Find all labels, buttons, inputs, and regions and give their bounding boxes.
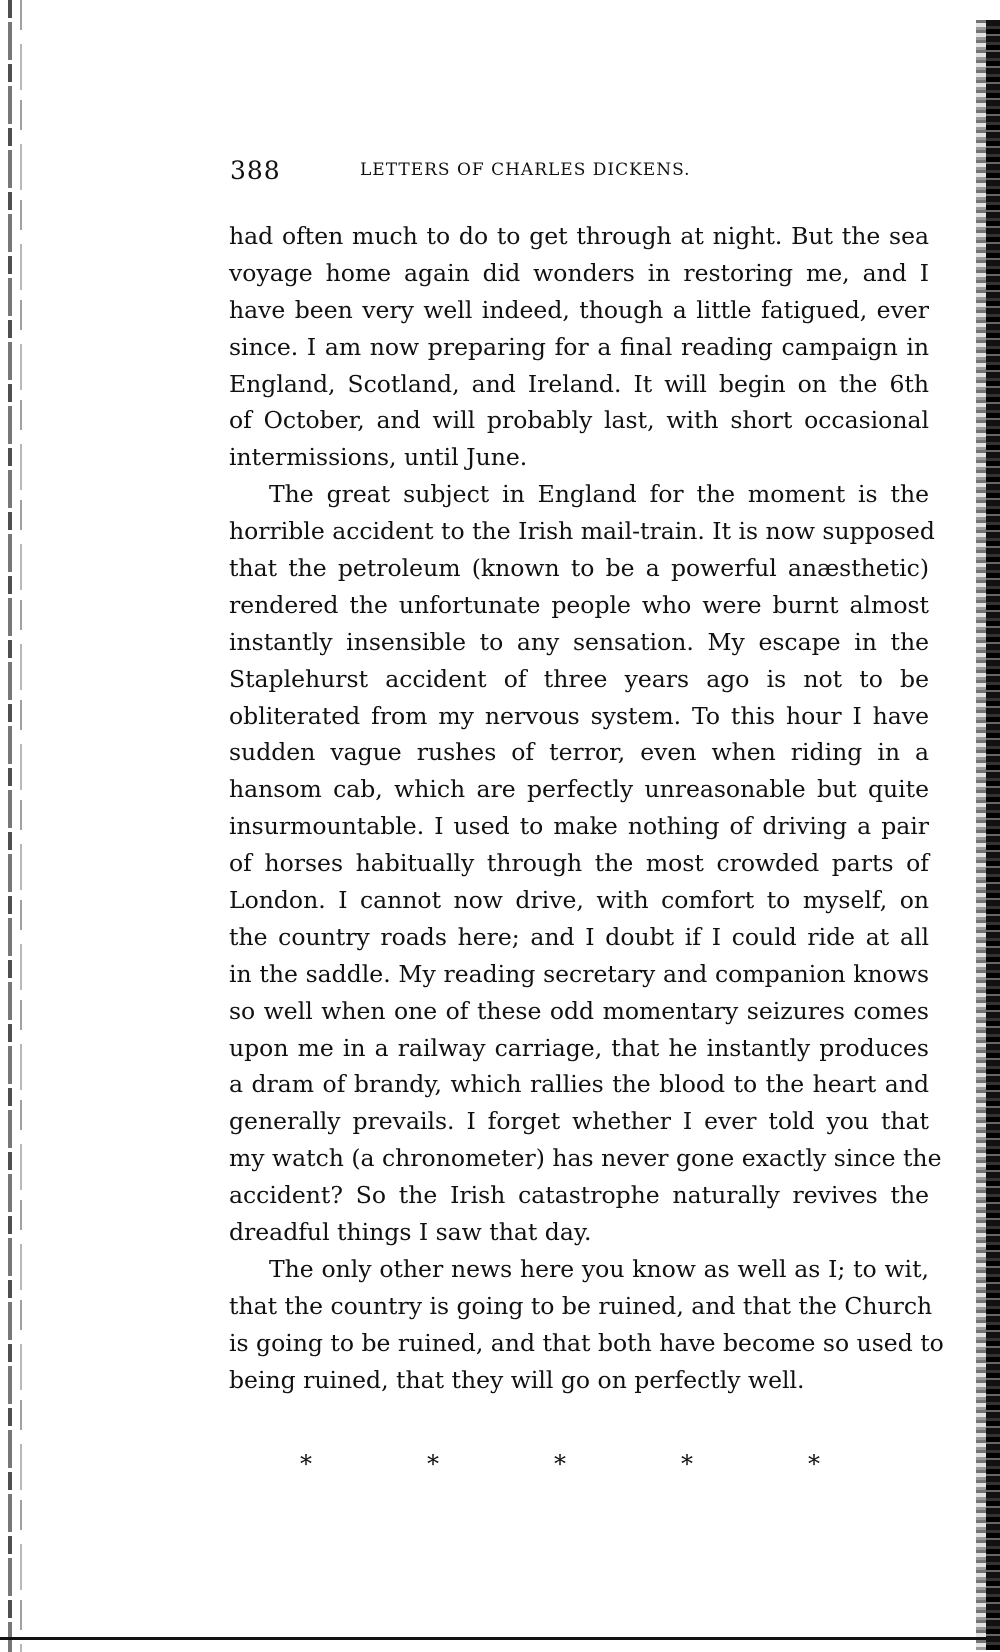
- text-line: being ruined, that they will go on perfectly well.: [229, 1365, 805, 1394]
- text-line: instantly insensible to any sensation. My escape in the: [229, 627, 929, 656]
- asterisk: *: [300, 1450, 312, 1478]
- page-number: 388: [230, 156, 281, 185]
- text-line: intermissions, until June.: [229, 443, 528, 472]
- text-line: accident? So the Irish catastrophe naturally revives the: [229, 1181, 929, 1210]
- text-line: that the petroleum (known to be a powerful anæsthetic): [229, 554, 929, 583]
- text-line: of October, and will probably last, with short occasional: [229, 406, 929, 435]
- running-head: LETTERS OF CHARLES DICKENS.: [360, 160, 691, 180]
- text-line: horrible accident to the Irish mail-train. It is now supposed: [229, 517, 935, 546]
- text-line: have been very well indeed, though a little fatigued, ever: [229, 295, 929, 324]
- bottom-edge: [0, 1637, 990, 1640]
- paragraph: [229, 476, 942, 1251]
- page-edge-shadow: [976, 20, 986, 1650]
- text-line: obliterated from my nervous system. To this hour I have: [229, 701, 929, 730]
- text-line: is going to be ruined, and that both have become so used to: [229, 1328, 944, 1357]
- paragraph: [229, 1251, 944, 1399]
- text-line: generally prevails. I forget whether I ever told you that: [229, 1107, 929, 1136]
- text-line: London. I cannot now drive, with comfort to myself, on: [229, 886, 929, 915]
- paragraph: [229, 218, 929, 476]
- asterisk: *: [554, 1450, 566, 1478]
- text-line: England, Scotland, and Ireland. It will begin on the 6th: [229, 369, 929, 398]
- text-line: of horses habitually through the most crowded parts of: [229, 849, 929, 878]
- text-line: dreadful things I saw that day.: [229, 1218, 592, 1247]
- asterisk: *: [808, 1450, 820, 1478]
- page-header: [230, 156, 930, 188]
- text-line: so well when one of these odd momentary seizures comes: [229, 996, 929, 1025]
- text-line: since. I am now preparing for a final reading campaign in: [229, 332, 929, 361]
- text-line: upon me in a railway carriage, that he instantly produces: [229, 1033, 929, 1062]
- text-line: the country roads here; and I doubt if I could ride at all: [229, 922, 929, 951]
- text-line: that the country is going to be ruined, and that the Church: [229, 1291, 933, 1320]
- text-line: hansom cab, which are perfectly unreasonable but quite: [229, 775, 929, 804]
- asterisk: *: [427, 1450, 439, 1478]
- text-line: voyage home again did wonders in restoring me, and I: [229, 258, 929, 287]
- text-line: had often much to do to get through at night. But the sea: [229, 222, 929, 250]
- page-edge-dark: [986, 20, 1000, 1650]
- text-line: rendered the unfortunate people who were burnt almost: [229, 590, 929, 619]
- text-line: a dram of brandy, which rallies the blood to the heart and: [229, 1070, 929, 1099]
- text-line: sudden vague rushes of terror, even when riding in a: [229, 738, 929, 767]
- asterisk: *: [681, 1450, 693, 1478]
- letter-body: [229, 218, 944, 1399]
- text-line: The great subject in England for the moment is the: [269, 480, 929, 509]
- text-line: insurmountable. I used to make nothing of driving a pair: [229, 812, 929, 841]
- section-break: [300, 1450, 820, 1478]
- binding-edge: [8, 0, 12, 1652]
- text-line: in the saddle. My reading secretary and companion knows: [229, 959, 929, 988]
- text-line: The only other news here you know as well as I; to wit,: [269, 1254, 929, 1283]
- text-line: Staplehurst accident of three years ago is not to be: [229, 664, 929, 693]
- text-line: my watch (a chronometer) has never gone exactly since the: [229, 1144, 942, 1173]
- binding-edge-shadow: [20, 0, 22, 1652]
